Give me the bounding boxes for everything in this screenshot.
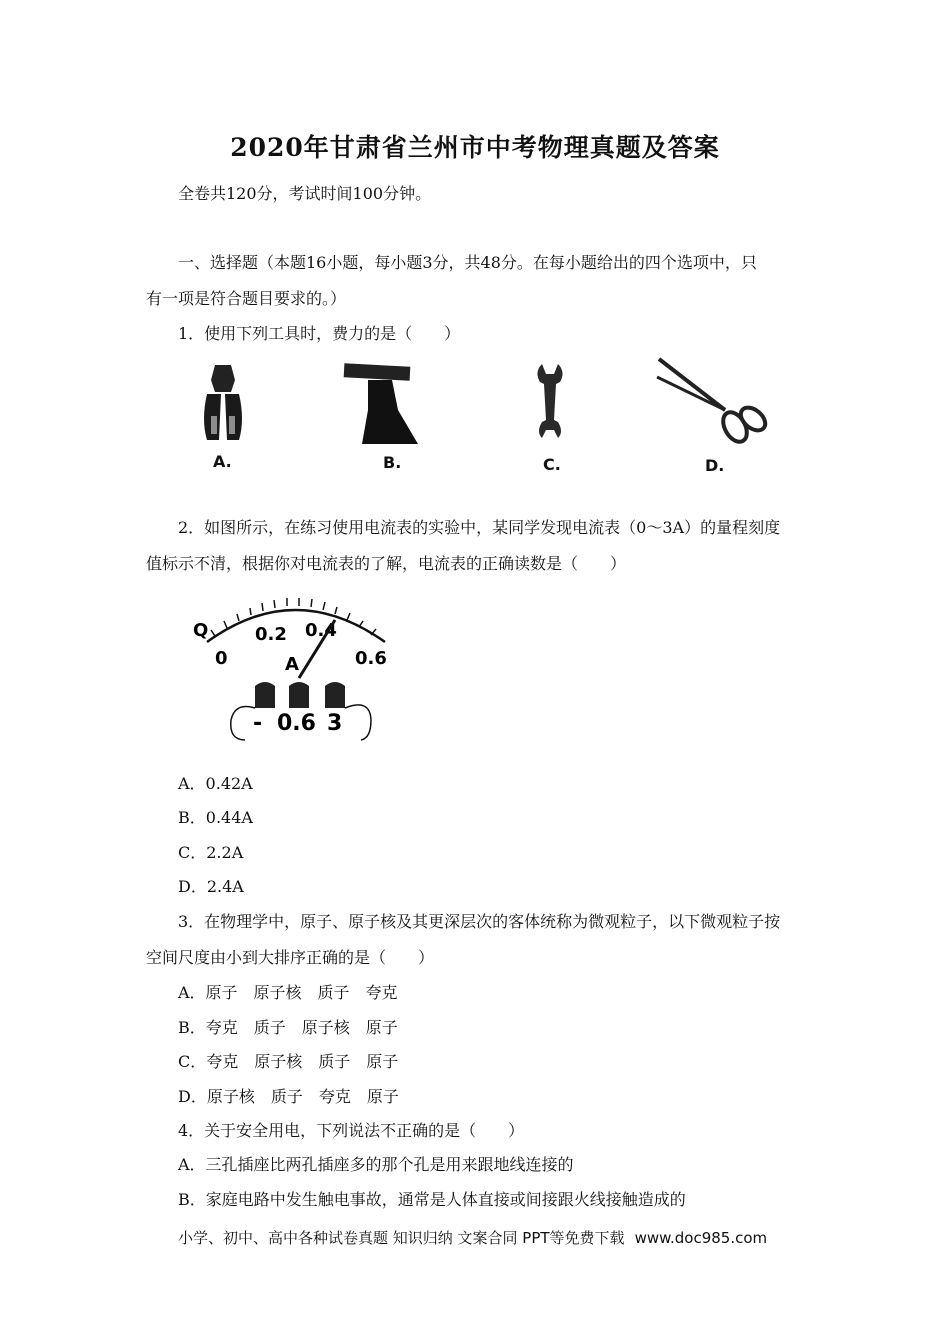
footer [178,1227,767,1248]
question-3-option-d: D．原子核 质子 夸克 原子 [178,1087,399,1106]
option-b-label: B. [383,453,402,472]
ammeter-figure [185,590,415,750]
meter-label-0.4: 0.4 [305,620,337,641]
question-4-option-a: A．三孔插座比两孔插座多的那个孔是用来跟地线连接的 [178,1155,574,1174]
question-2-stem-line2: 值标示不清，根据你对电流表的了解，电流表的正确读数是（ ） [146,554,627,573]
meter-label-0.2: 0.2 [255,624,287,645]
question-2-option-d: D．2.4A [178,877,244,896]
question-2-option-c: C．2.2A [178,843,244,862]
option-c-label: C. [543,455,561,474]
footer-text: 小学、初中、高中各种试卷真题 知识归纳 文案合同 PPT等免费下载 [178,1229,625,1247]
pliers-image [195,360,255,445]
question-3-option-c: C．夸克 原子核 质子 原子 [178,1052,399,1071]
question-3-stem-line2: 空间尺度由小到大排序正确的是（ ） [146,948,435,967]
question-2-option-b: B．0.44A [178,808,253,827]
terminal-3-post [325,682,345,708]
meter-outer-zero: Q [193,620,209,641]
footer-url[interactable]: www.doc985.com [634,1229,768,1247]
wrench-image [530,360,570,440]
question-1-stem: 1．使用下列工具时，费力的是（ ） [178,324,461,343]
page-title: 2020年甘肃省兰州市中考物理真题及答案 [230,133,720,162]
question-4-stem: 4．关于安全用电，下列说法不正确的是（ ） [178,1121,525,1140]
option-a-label: A. [213,452,232,471]
exam-intro: 全卷共120分，考试时间100分钟。 [178,184,432,203]
terminal-minus-label: - [253,711,263,736]
terminal-3-label: 3 [327,711,343,736]
meter-unit: A [285,654,299,675]
question-2-option-a: A．0.42A [178,774,253,793]
question-4-option-b: B．家庭电路中发生触电事故，通常是人体直接或间接跟火线接触造成的 [178,1190,686,1209]
option-d-label: D. [705,456,725,475]
question-2-stem-line1: 2．如图所示，在练习使用电流表的实验中，某同学发现电流表（0～3A）的量程刻度 [178,518,781,537]
terminal-0.6-post [289,682,309,708]
meter-label-0.6: 0.6 [355,648,387,669]
terminal-0.6-label: 0.6 [277,711,316,736]
question-3-option-b: B．夸克 质子 原子核 原子 [178,1018,398,1037]
section-heading-line2: 有一项是符合题目要求的。） [146,289,347,308]
terminal-minus-post [255,682,275,708]
section-heading-line1: 一、选择题（本题16小题，每小题3分，共48分。在每小题给出的四个选项中，只 [178,253,757,272]
scissors-image [655,355,770,450]
meter-inner-zero: 0 [215,648,228,669]
question-3-stem-line1: 3．在物理学中，原子、原子核及其更深层次的客体统称为微观粒子，以下微观粒子按 [178,912,781,931]
question-3-option-a: A．原子 原子核 质子 夸克 [178,983,398,1002]
broom-image [340,360,430,450]
